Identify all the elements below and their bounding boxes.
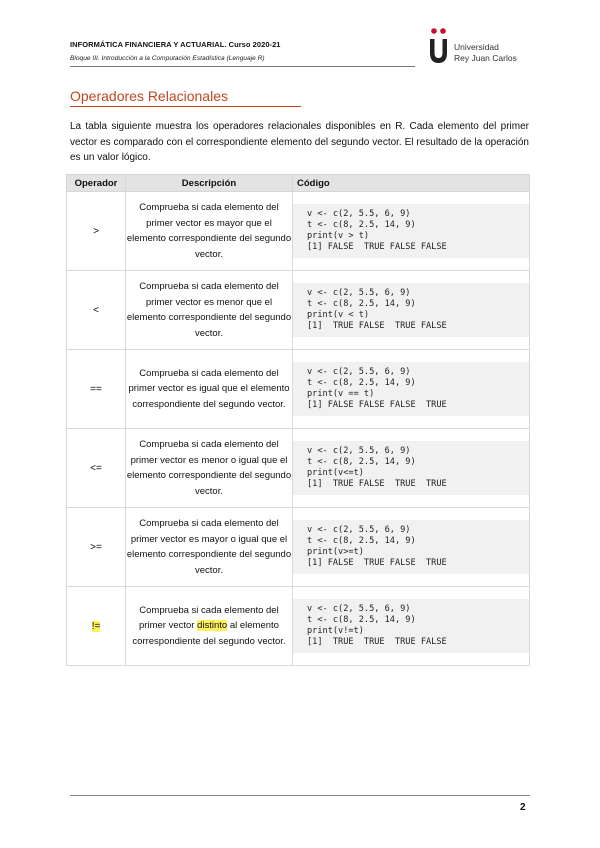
code-block: v <- c(2, 5.5, 6, 9) t <- c(8, 2.5, 14, 9) print(v < t) [1] TRUE FALSE TRUE FALSE [293, 283, 529, 336]
operator-cell: == [67, 350, 126, 429]
operator-cell: < [67, 271, 126, 350]
logo-line-1: Universidad [454, 42, 499, 52]
urjc-emblem-icon [427, 26, 451, 66]
code-cell [293, 192, 530, 271]
intro-paragraph: La tabla siguiente muestra los operadores relacionales disponibles en R. Cada elemento del primer vector es comparado con el correspondiente elemento del segundo vector. El resultado de la operación es un valor lógico. [70, 121, 529, 163]
description-part: Comprueba si cada elemento del primer vector [139, 604, 279, 632]
header-divider [70, 66, 415, 67]
page-number: 2 [520, 802, 526, 813]
table-header-row [67, 175, 530, 192]
page-header [70, 0, 530, 72]
table-row [67, 508, 530, 587]
operator-cell [67, 587, 126, 666]
section-title-underline [70, 106, 301, 107]
header-operador: Operador [67, 175, 126, 192]
code-cell [293, 271, 530, 350]
section-title: Operadores Relacionales [70, 88, 228, 104]
footer-divider [70, 795, 530, 796]
logo-line-2: Rey Juan Carlos [454, 52, 517, 63]
table-row [67, 429, 530, 508]
code-cell [293, 508, 530, 587]
description-highlight: distinto [197, 620, 228, 632]
operator-cell: >= [67, 508, 126, 587]
description-cell: Comprueba si cada elemento del primer vector es mayor o igual que el elemento correspondiente del segundo vector. [126, 508, 293, 587]
code-block: v <- c(2, 5.5, 6, 9) t <- c(8, 2.5, 14, 9) print(v<=t) [1] TRUE FALSE TRUE TRUE [293, 441, 529, 494]
description-cell: Comprueba si cada elemento del primer vector es menor que el elemento correspondiente del segundo vector. [126, 271, 293, 350]
description-cell: Comprueba si cada elemento del primer vector es igual que el elemento correspondiente del segundo vector. [126, 350, 293, 429]
code-block: v <- c(2, 5.5, 6, 9) t <- c(8, 2.5, 14, 9) print(v > t) [1] FALSE TRUE FALSE FALSE [293, 204, 529, 257]
operator-cell: <= [67, 429, 126, 508]
operator-highlight: != [91, 620, 101, 632]
university-logo [427, 26, 532, 70]
code-cell [293, 350, 530, 429]
code-cell [293, 587, 530, 666]
operators-table [66, 174, 530, 666]
code-block: v <- c(2, 5.5, 6, 9) t <- c(8, 2.5, 14, 9) print(v == t) [1] FALSE FALSE FALSE TRUE [293, 362, 529, 415]
code-block: v <- c(2, 5.5, 6, 9) t <- c(8, 2.5, 14, 9) print(v!=t) [1] TRUE TRUE TRUE FALSE [293, 599, 529, 652]
table-row [67, 271, 530, 350]
header-codigo: Código [293, 175, 530, 192]
table-row [67, 192, 530, 271]
table-row [67, 350, 530, 429]
description-cell: Comprueba si cada elemento del primer vector es mayor que el elemento correspondiente del segundo vector. [126, 192, 293, 271]
code-block: v <- c(2, 5.5, 6, 9) t <- c(8, 2.5, 14, 9) print(v>=t) [1] FALSE TRUE FALSE TRUE [293, 520, 529, 573]
header-descripcion: Descripción [126, 175, 293, 192]
logo-text [454, 42, 517, 63]
block-subtitle: Bloque III. Introducción a la Computación Estadística (Lenguaje R) [70, 55, 265, 62]
code-cell [293, 429, 530, 508]
description-cell: Comprueba si cada elemento del primer vector es menor o igual que el elemento correspondiente del segundo vector. [126, 429, 293, 508]
table-row [67, 587, 530, 666]
description-part: al elemento correspondiente del segundo vector. [132, 620, 286, 647]
operator-cell: > [67, 192, 126, 271]
course-title: INFORMÁTICA FINANCIERA Y ACTUARIAL. Curso 2020-21 [70, 40, 281, 49]
description-cell [126, 587, 293, 666]
